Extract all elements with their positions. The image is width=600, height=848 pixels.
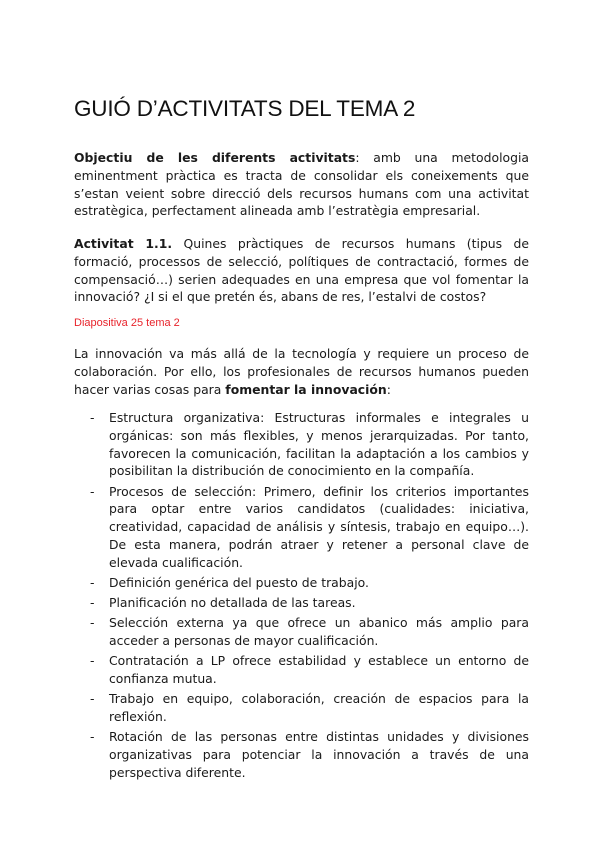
list-item bbox=[74, 483, 529, 572]
list-item bbox=[74, 409, 529, 480]
intro-paragraph bbox=[74, 345, 529, 398]
list-item-text: Estructura organizativa: Estructuras informales e integrales u orgánicas: son más flexibles, y menos jerarquizadas. Por tanto, favorecen la comunicación, facilitan la adaptación a los cambios y posibilitan la distribución de conocimiento en la compañía. bbox=[109, 410, 529, 479]
list-item bbox=[74, 652, 529, 688]
list-item-text: Trabajo en equipo, colaboración, creación de espacios para la reflexión. bbox=[109, 691, 529, 725]
list-item-text: Procesos de selección: Primero, definir los criterios importantes para optar entre varios candidatos (cualidades: iniciativa, creatividad, capacidad de análisis y síntesis, trabajo en equipo…). De esta manera, podrán atraer y retener a personal clave de elevada cualificación. bbox=[109, 483, 529, 570]
activity-lead: Activitat 1.1. bbox=[74, 236, 173, 251]
dash-bullet: - bbox=[90, 653, 95, 669]
innovation-list bbox=[74, 409, 529, 784]
list-item bbox=[74, 614, 529, 650]
activity-paragraph bbox=[74, 235, 529, 306]
dash-bullet: - bbox=[90, 595, 95, 611]
list-item bbox=[74, 690, 529, 726]
list-item-text: Selección externa ya que ofrece un abanico más amplio para acceder a personas de mayor cualificación. bbox=[109, 615, 529, 649]
dash-bullet: - bbox=[90, 691, 95, 707]
objective-text: : amb una metodologia eminentment pràctica es tracta de consolidar els coneixements que s’estan veient sobre direcció dels recursos humans com una activitat estratègica, perfectament alineada amb l’estratègia empresarial. bbox=[74, 150, 529, 219]
dash-bullet: - bbox=[90, 615, 95, 631]
list-item bbox=[74, 594, 529, 612]
list-item-text: Planificación no detallada de las tareas. bbox=[109, 595, 356, 611]
list-item bbox=[74, 728, 529, 781]
page-title: GUIÓ D’ACTIVITATS DEL TEMA 2 bbox=[74, 96, 416, 121]
slide-reference: Diapositiva 25 tema 2 bbox=[74, 317, 180, 329]
intro-bold: fomentar la innovación bbox=[225, 381, 387, 397]
list-item-text: Definición genérica del puesto de trabajo. bbox=[109, 574, 369, 590]
dash-bullet: - bbox=[90, 574, 95, 590]
list-item-text: Contratación a LP ofrece estabilidad y establece un entorno de confianza mutua. bbox=[109, 653, 529, 687]
list-item-text: Rotación de las personas entre distintas unidades y divisiones organizativas para potenciar la innovación a través de una perspectiva diferente. bbox=[109, 729, 529, 780]
dash-bullet: - bbox=[90, 410, 95, 425]
intro-text: La innovación va más allá de la tecnología y requiere un proceso de colaboración. Por ello, los profesionales de recursos humanos pueden hacer varias cosas para bbox=[74, 346, 529, 397]
dash-bullet: - bbox=[90, 483, 95, 499]
activity-text: Quines pràctiques de recursos humans (tipus de formació, processos de selecció, polítiques de contractació, formes de compensació…) serien adequades en una empresa que vol fomentar la innovació? ¿I si el que pretén és, abans de res, l’estalvi de costos? bbox=[74, 236, 530, 305]
objective-lead: Objectiu de les diferents activitats bbox=[74, 150, 356, 165]
objective-paragraph bbox=[74, 149, 529, 220]
dash-bullet: - bbox=[90, 729, 95, 745]
intro-end: : bbox=[386, 381, 391, 397]
list-item bbox=[74, 574, 529, 592]
